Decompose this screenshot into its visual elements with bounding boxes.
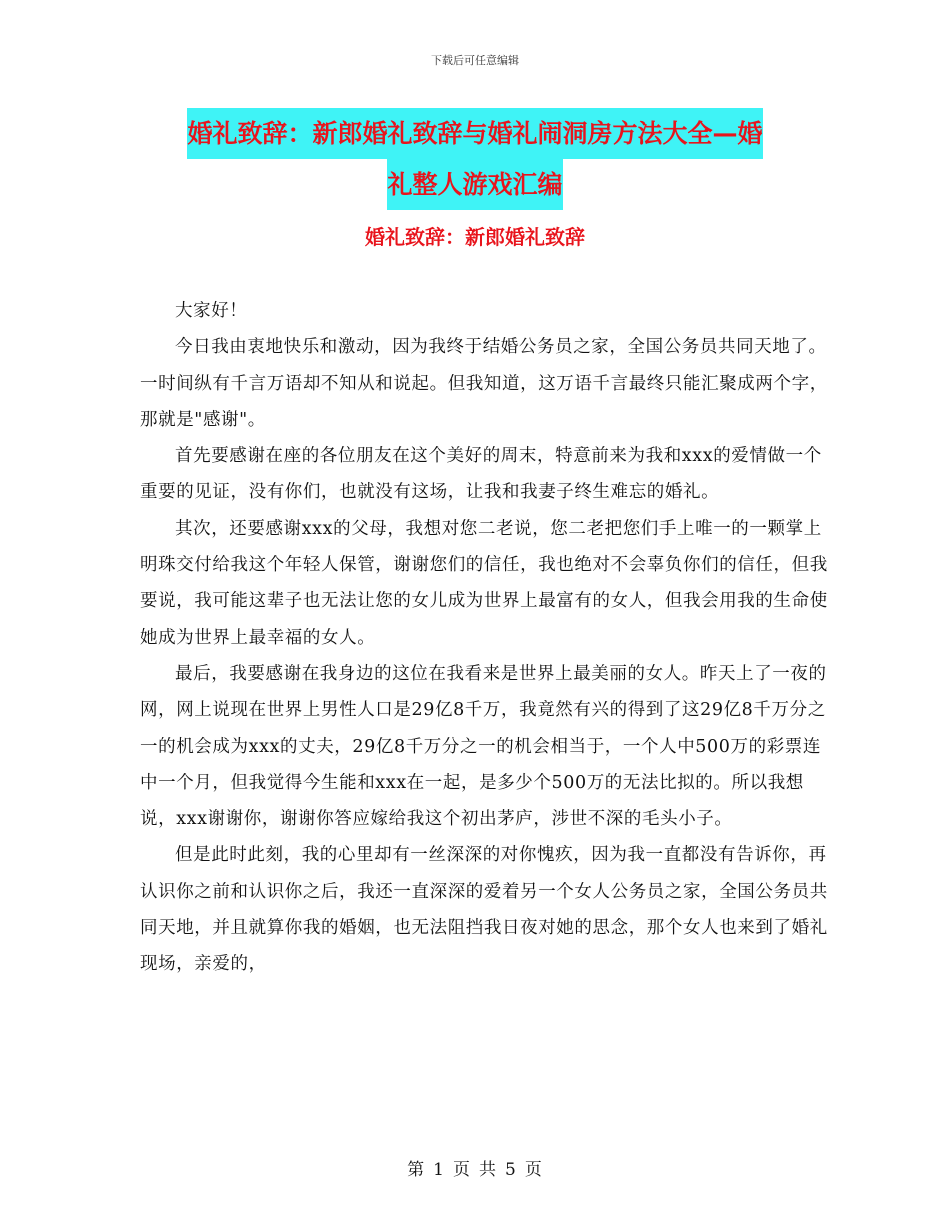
footer-total-unit: 页 [524, 1160, 543, 1180]
paragraph-thanks-parents: 其次，还要感谢xxx的父母，我想对您二老说，您二老把您们手上唯一的一颗掌上明珠交付给我这个年轻人保管，谢谢您们的信任，我也绝对不会辜负你们的信任，但我要说，我可能这辈子也无法让您的女儿成为世界上最富有的女人，但我会用我的生命使她成为世界上最幸福的女人。 [140, 518, 828, 648]
paragraph-thanks-guests: 首先要感谢在座的各位朋友在这个美好的周末，特意前来为我和xxx的爱情做一个重要的见证，没有你们，也就没有这场，让我和我妻子终生难忘的婚礼。 [140, 446, 822, 503]
body-text [140, 293, 830, 983]
paragraph-intro: 今日我由衷地快乐和激动，因为我终于结婚公务员之家，全国公务员共同天地了。一时间纵有千言万语却不知从和说起。但我知道，这万语千言最终只能汇聚成两个字，那就是"感谢"。 [140, 337, 828, 430]
header-note: 下载后可任意编辑 [431, 54, 519, 67]
title-line-1: 婚礼致辞：新郎婚礼致辞与婚礼闹洞房方法大全—婚 [187, 108, 762, 159]
footer-prefix: 第 [407, 1160, 426, 1180]
footer-page-unit: 页 [453, 1160, 471, 1180]
footer-total-pages: 5 [505, 1160, 517, 1180]
document-title [120, 108, 830, 210]
paragraph-thanks-bride: 最后，我要感谢在我身边的这位在我看来是世界上最美丽的女人。昨天上了一夜的网，网上说现在世界上男性人口是29亿8千万，我竟然有兴的得到了这29亿8千万分之一的机会成为xxx的丈夫，29亿8千万分之一的机会相当于，一个人中500万的彩票连中一个月，但我觉得今生能和xxx在一起，是多少个500万的无法比拟的。所以我想说，xxx谢谢你，谢谢你答应嫁给我这个初出茅庐，涉世不深的毛头小子。 [140, 663, 827, 830]
title-line-2: 礼整人游戏汇编 [387, 159, 562, 210]
paragraph-confession: 但是此时此刻，我的心里却有一丝深深的对你愧疚，因为我一直都没有告诉你，再认识你之前和认识你之后，我还一直深深的爱着另一个女人公务员之家，全国公务员共同天地，并且就算你我的婚姻，也无法阻挡我日夜对她的思念，那个女人也来到了婚礼现场，亲爱的， [140, 845, 828, 975]
section-heading: 婚礼致辞：新郎婚礼致辞 [365, 225, 585, 249]
footer-total-prefix: 共 [479, 1160, 497, 1180]
page-footer [0, 1155, 950, 1180]
footer-current-page: 1 [433, 1160, 445, 1180]
paragraph-greeting: 大家好！ [175, 301, 248, 321]
